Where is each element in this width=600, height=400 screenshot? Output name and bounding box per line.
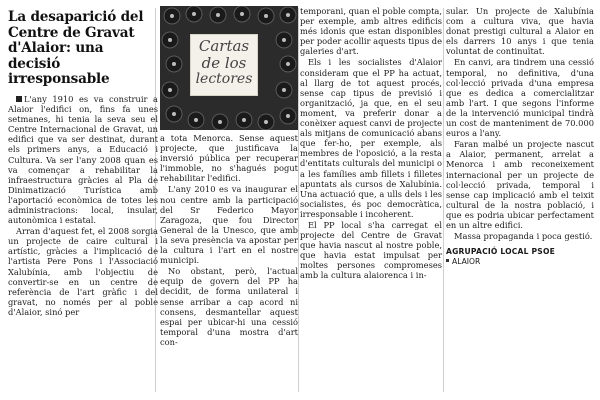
- paragraph: temporani, quan el poble compta, per exemple, amb altres edificis més idonis que estan disponibles per poder acollir aquests tipus de galeries d'art.: [300, 6, 442, 57]
- paragraph: No obstant, però, l'actual equip de govern del PP ha decidit, de forma unilateral i sense arribar a cap acord ni consens, desmantellar aquest espai per ubicar-hi una cessió temporal d'una mostra d'art con-: [160, 266, 298, 347]
- column-1: [8, 6, 158, 317]
- paragraph: L'any 2010 es va inaugurar el nou centre amb la participació del Sr Federico Mayor Zaragoza, que fou Director General de la Unesco, que amb la seva presència va apostar per la cultura i l'art en el nostre municipi.: [160, 184, 298, 266]
- paragraph: sular. Un projecte de Xalubínia com a cultura viva, que havia donat prestigi cultural a Alaior en els darrers 10 anys i que tenia voluntat de continuïtat.: [446, 6, 594, 57]
- paragraph: L'any 1910 es va construir a Alaior l'edifici on, fins fa unes setmanes, hi tenia la seva seu el Centre Internacional de Gravat, un edifici que va ser destinat, durant els primers anys, a Educació i Cultura. Va ser l'any 2008 quan es va començar a rehabilitar la infraestructura gràcies al Pla de Dinimatizació Turística amb l'aportació econòmica de totes les administracions: local, insular, autonòmica i estatal.: [8, 93, 158, 226]
- paragraph: Arran d'aquest fet, el 2008 sorgia un projecte de caire cultural i artístic, gràcies a l'implicació de l'artista Pere Pons i l'Associació Xalubínia, amb l'objectiu de convertir-se en un centre de referència de l'art gràfic i del gravat, no només per al poble d'Alaior, sinó per: [8, 226, 158, 317]
- column-3: [300, 6, 442, 281]
- bullet-icon: [446, 259, 449, 262]
- cartas-de-los-lectores-card: Cartas de los lectores: [190, 34, 258, 96]
- signature-name: AGRUPACIÓ LOCAL PSOE: [446, 247, 555, 257]
- signature-location: ALAIOR: [446, 257, 594, 267]
- column-4: [446, 6, 594, 267]
- paragraph: En canvi, ara tindrem una cessió temporal, no definitiva, d'una col·lecció privada d'una empresa que es dedica a comercialitzar amb l'art. I que segons l'informe de la intervenció municipal tindrà un cost de manteniment de 70.000 euros a l'any.: [446, 57, 594, 139]
- column-divider: [443, 8, 444, 392]
- paragraph: Faran malbé un projecte nascut a Alaior, permanent, arrelat a Menorca i amb reconeixement internacional per un projecte de col·lecció privada, temporal i sense cap implicació amb el teixit cultural de la nostra població, i que es podria ubicar perfectament en un altre edifici.: [446, 139, 594, 230]
- headline: La desaparició del Centre de Gravat d'Alaior: una decisió irresponsable: [8, 9, 144, 88]
- paragraph: a tota Menorca. Sense aquest projecte, que justificava la inversió pública per recuperar l'immoble, no s'hagués pogut rehabilitar l'edifici.: [160, 133, 298, 184]
- paragraph: El PP local s'ha carregat el projecte del Centre de Gravat que havia nascut al nostre poble, que havia estat impulsat per moltes persones compromeses amb la cultura alaiorenca i in-: [300, 219, 442, 281]
- column-2: [160, 6, 298, 347]
- letters-photo: [160, 6, 298, 130]
- column-divider: [298, 8, 299, 392]
- paragraph: Els i les socialistes d'Alaior consideram que el PP ha actuat, al llarg de tot aquest procés, sense cap tipus de previsió i organització, ja que, en el seu moment, va preferir donar a conèixer aquest canvi de projecte als mitjans de comunicació abans que fer-ho, per exemple, als membres de l'oposició, a la resta d'entitats culturals del municipi o a les famílies amb fillets i filletes apuntats als cursos de Xalubínia. Una actuació que, a ulls dels i les socialistes, és poc democràtica, irresponsable i incoherent.: [300, 57, 442, 219]
- paragraph: Massa propaganda i poca gestió.: [454, 231, 593, 242]
- lead-square-icon: [16, 96, 22, 102]
